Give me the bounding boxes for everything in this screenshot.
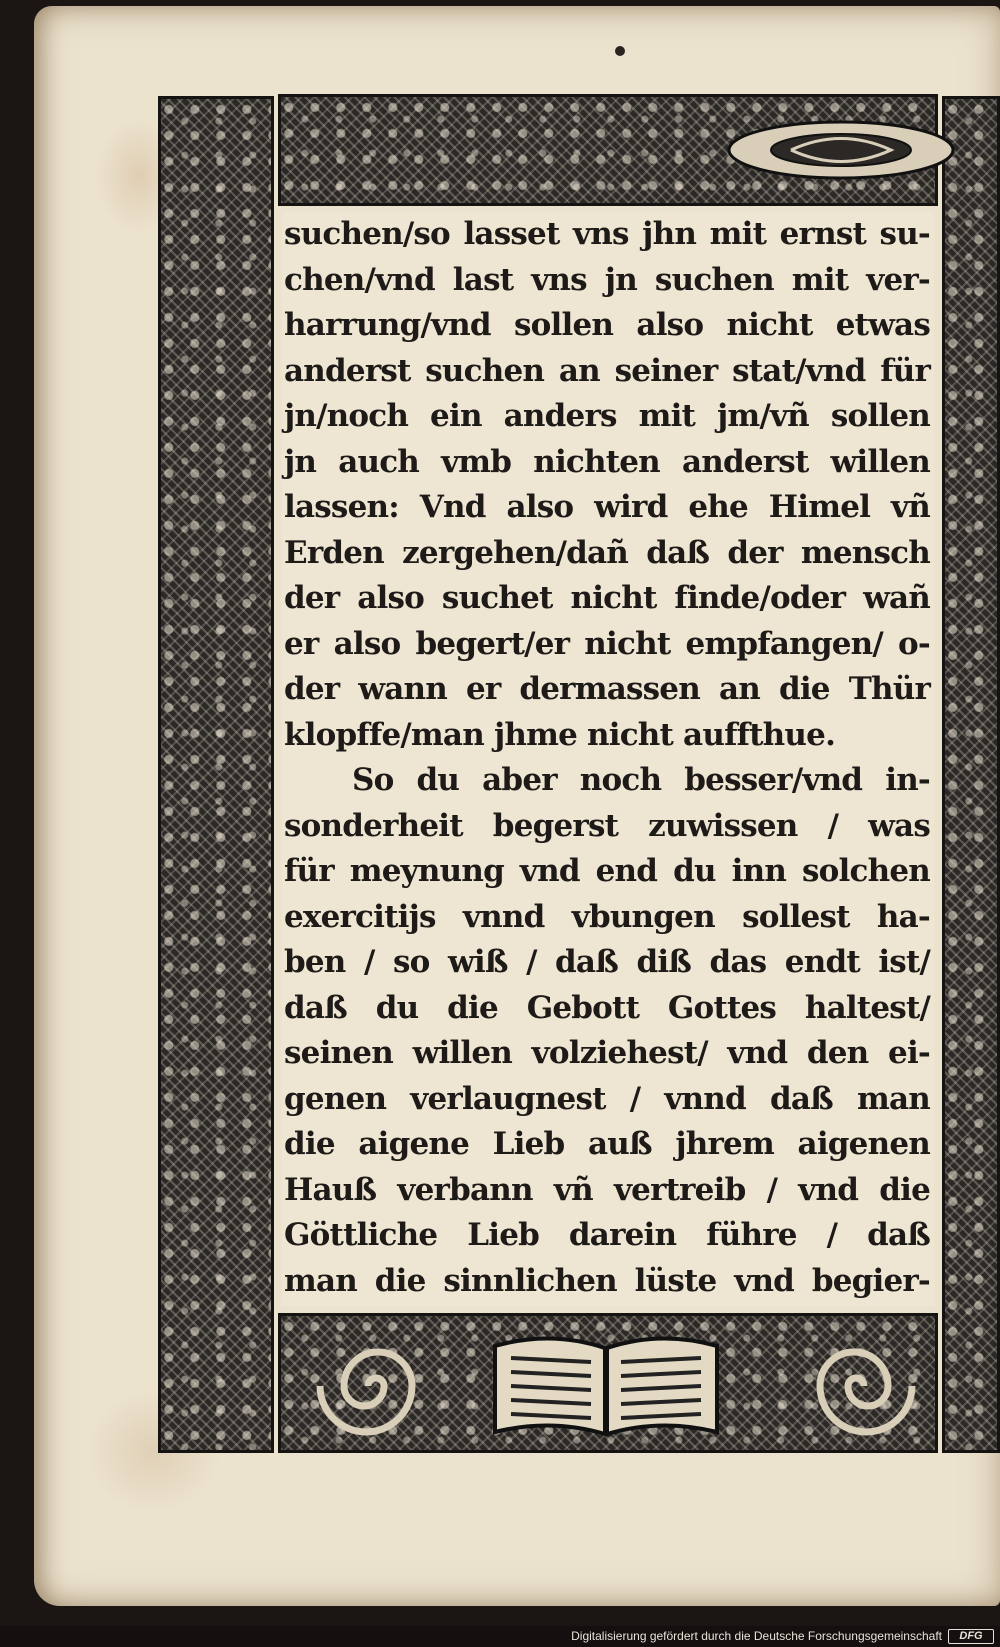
woodcut-border-bottom	[278, 1313, 938, 1453]
woodcut-border-top	[278, 94, 938, 206]
text-line: genen verlaugnest / vnnd daß man	[284, 1080, 930, 1117]
text-line: jn auch vmb nichten anderst willen	[284, 443, 930, 480]
digitization-footer	[0, 1626, 1000, 1647]
text-line: suchen/so lasset vns jhn mit ernst su-	[284, 216, 930, 252]
text-line: seinen willen volziehest/ vnd den ei-	[284, 1035, 930, 1071]
text-line: sonderheit begerst zuwissen / was	[284, 807, 930, 844]
ink-spot	[615, 46, 625, 56]
woodcut-border-right	[942, 96, 1000, 1453]
open-book-icon	[481, 1326, 731, 1444]
scroll-ornament-icon	[301, 1334, 451, 1439]
text-line: für meynung vnd end du inn solchen	[284, 853, 930, 889]
text-line: Göttliche Lieb darein führe / daß	[284, 1217, 930, 1253]
text-line: lassen: Vnd also wird ehe Himel vñ	[284, 489, 930, 525]
text-line: er also begert/er nicht empfangen/ o-	[284, 625, 930, 662]
text-line: So du aber noch besser/vnd in-	[352, 762, 930, 798]
text-line: exercitijs vnnd vbungen sollest ha-	[284, 898, 930, 935]
text-line: man die sinnlichen lüste vnd begier-	[284, 1262, 930, 1299]
text-line: anderst suchen an seiner stat/vnd für	[284, 352, 930, 389]
cartouche-ornament-icon	[721, 117, 961, 183]
text-line: daß du die Gebott Gottes haltest/	[284, 989, 930, 1026]
text-line: der wann er dermassen an die Thür	[284, 671, 930, 707]
text-line: klopffe/man jhme nicht auffthue.	[284, 716, 836, 753]
text-line: ben / so wiß / daß diß das endt ist/	[284, 944, 930, 980]
page-text-block	[282, 212, 934, 1306]
text-line: Erden zergehen/dañ daß der mensch	[284, 534, 930, 571]
text-line: die aigene Lieb auß jhrem aigenen	[284, 1126, 930, 1162]
dfg-logo: DFG	[948, 1629, 994, 1644]
woodcut-border-left	[158, 96, 274, 1453]
text-line: Hauß verbann vñ vertreib / vnd die	[284, 1171, 930, 1208]
scroll-ornament-icon	[781, 1334, 931, 1439]
text-line: der also suchet nicht finde/oder wañ	[284, 580, 930, 616]
text-line: harrung/vnd sollen also nicht etwas	[284, 307, 930, 343]
text-line: chen/vnd last vns jn suchen mit ver-	[284, 261, 930, 298]
footer-credit-text: Digitalisierung gefördert durch die Deutsche Forschungsgemeinschaft	[571, 1629, 942, 1643]
text-line: jn/noch ein anders mit jm/vñ sollen	[284, 398, 930, 434]
